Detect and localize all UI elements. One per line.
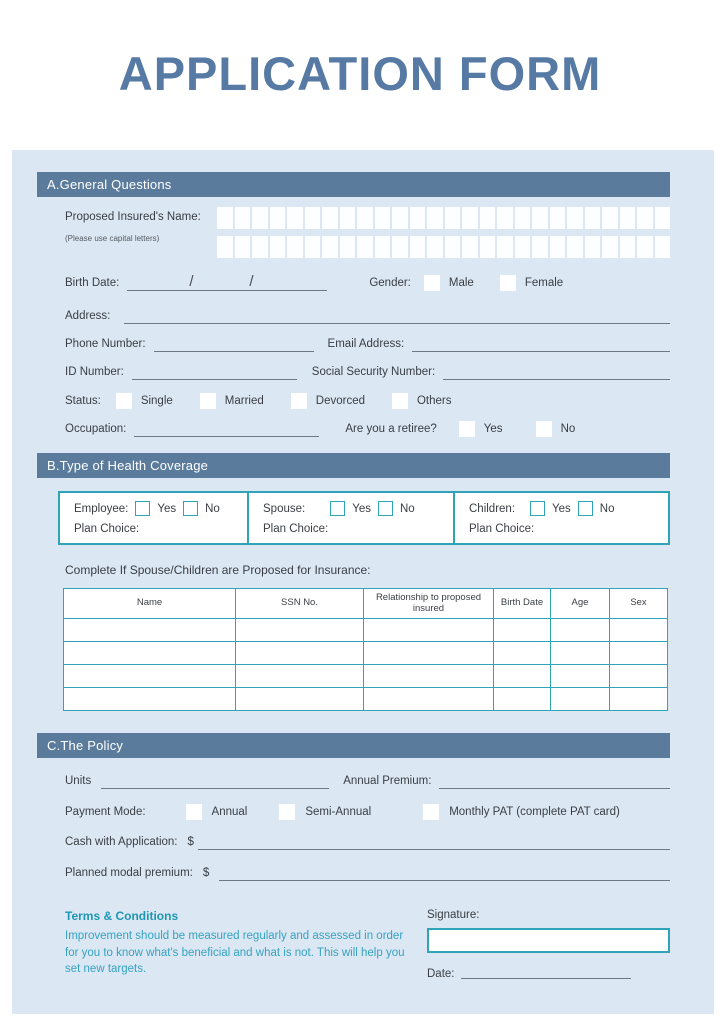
gender-label: Gender:	[369, 277, 411, 289]
name-character-cell[interactable]	[567, 207, 583, 229]
name-character-cell[interactable]	[550, 236, 566, 258]
employee-yes-label: Yes	[157, 502, 177, 515]
dependents-table-cell[interactable]	[64, 642, 236, 665]
name-character-cell[interactable]	[602, 236, 618, 258]
name-character-cell[interactable]	[252, 207, 268, 229]
birth-date-field[interactable]	[127, 273, 327, 291]
name-character-cell[interactable]	[235, 207, 251, 229]
dependents-table-cell[interactable]	[551, 665, 610, 688]
name-character-cell[interactable]	[410, 236, 426, 258]
col-header-sex: Sex	[610, 589, 668, 619]
children-yes-label: Yes	[552, 502, 571, 515]
dependents-table-cell[interactable]	[551, 688, 610, 711]
name-character-cell[interactable]	[445, 236, 461, 258]
status-others-label: Others	[416, 395, 452, 407]
date-label: Date:	[427, 967, 455, 980]
name-character-cell[interactable]	[392, 236, 408, 258]
date-separator-slash: /	[189, 273, 194, 290]
name-character-cell[interactable]	[637, 236, 653, 258]
dependents-table-cell[interactable]	[364, 619, 494, 642]
name-character-cell[interactable]	[322, 236, 338, 258]
coverage-children-column	[453, 493, 668, 543]
name-character-cell[interactable]	[515, 207, 531, 229]
dependents-table	[63, 588, 668, 711]
cash-with-application-label: Cash with Application:	[65, 836, 178, 848]
dependents-table-title: Complete If Spouse/Children are Proposed for Insurance:	[65, 563, 371, 577]
cash-with-application-field[interactable]	[198, 838, 670, 850]
status-single-label: Single	[140, 395, 173, 407]
dependents-table-cell[interactable]	[236, 619, 364, 642]
dependents-table-cell[interactable]	[364, 688, 494, 711]
payment-semi-annual-checkbox[interactable]	[279, 804, 295, 820]
address-field[interactable]	[124, 312, 670, 324]
gender-male-checkbox[interactable]	[424, 275, 440, 291]
name-character-cell[interactable]	[305, 207, 321, 229]
name-character-cell[interactable]	[375, 207, 391, 229]
dependents-table-cell[interactable]	[610, 619, 668, 642]
planned-modal-premium-field[interactable]	[219, 869, 670, 881]
id-number-field[interactable]	[132, 368, 297, 380]
page-title: APPLICATION FORM	[118, 47, 602, 100]
name-character-cell[interactable]	[217, 207, 233, 229]
id-number-label: ID Number:	[65, 366, 124, 378]
dependents-table-row	[64, 619, 668, 642]
dependents-table-cell[interactable]	[494, 619, 551, 642]
dependents-table-row	[64, 642, 668, 665]
name-character-cell[interactable]	[550, 207, 566, 229]
employee-no-label: No	[205, 502, 220, 515]
employee-plan-choice-label: Plan Choice:	[74, 523, 140, 535]
status-single-checkbox[interactable]	[116, 393, 132, 409]
name-character-cell[interactable]	[305, 236, 321, 258]
name-character-cell[interactable]	[217, 236, 233, 258]
date-separator-slash: /	[249, 273, 254, 290]
name-character-cell[interactable]	[392, 207, 408, 229]
name-cells-row-2	[217, 236, 670, 258]
signature-field[interactable]	[427, 928, 670, 953]
gender-female-label: Female	[524, 277, 564, 289]
phone-field[interactable]	[154, 340, 314, 352]
units-label: Units	[65, 775, 92, 787]
dependents-table-cell[interactable]	[610, 665, 668, 688]
dependents-table-cell[interactable]	[494, 665, 551, 688]
name-character-cell[interactable]	[340, 236, 356, 258]
name-character-cell[interactable]	[515, 236, 531, 258]
birth-date-label: Birth Date:	[65, 277, 120, 289]
employee-no-checkbox[interactable]	[183, 501, 198, 516]
name-character-cell[interactable]	[357, 207, 373, 229]
children-no-label: No	[599, 502, 615, 515]
retiree-no-label: No	[560, 423, 576, 435]
retiree-no-checkbox[interactable]	[536, 421, 552, 437]
proposed-name-hint: (Please use capital letters)	[65, 234, 160, 243]
section-b-header: B.Type of Health Coverage	[37, 453, 670, 478]
terms-title: Terms & Conditions	[65, 909, 179, 923]
payment-monthly-pat-checkbox[interactable]	[423, 804, 439, 820]
spouse-yes-label: Yes	[352, 502, 371, 515]
name-character-cell[interactable]	[375, 236, 391, 258]
dependents-table-cell[interactable]	[64, 688, 236, 711]
terms-text: Improvement should be measured regularly and assessed in order for you to know what's beneficial and what is not. This will help you set new targets.	[65, 930, 405, 976]
children-plan-choice-label: Plan Choice:	[469, 523, 535, 535]
status-married-checkbox[interactable]	[200, 393, 216, 409]
planned-currency-symbol: $	[202, 867, 210, 879]
ssn-field[interactable]	[443, 368, 670, 380]
name-character-cell[interactable]	[427, 236, 443, 258]
form-panel	[12, 150, 714, 1014]
status-others-checkbox[interactable]	[392, 393, 408, 409]
name-character-cell[interactable]	[602, 207, 618, 229]
section-a-header: A.General Questions	[37, 172, 670, 197]
name-character-cell[interactable]	[445, 207, 461, 229]
coverage-box	[58, 491, 670, 545]
spouse-no-checkbox[interactable]	[378, 501, 393, 516]
address-label: Address:	[65, 310, 111, 322]
name-character-cell[interactable]	[340, 207, 356, 229]
children-label: Children:	[469, 502, 516, 515]
col-header-name: Name	[64, 589, 236, 619]
phone-label: Phone Number:	[65, 338, 146, 350]
retiree-yes-label: Yes	[483, 423, 503, 435]
name-character-cell[interactable]	[497, 207, 513, 229]
email-field[interactable]	[412, 340, 670, 352]
section-c-header: C.The Policy	[37, 733, 670, 758]
units-field[interactable]	[101, 777, 329, 789]
proposed-name-block	[65, 207, 670, 265]
dependents-table-row	[64, 688, 668, 711]
children-yes-checkbox[interactable]	[530, 501, 545, 516]
name-character-cell[interactable]	[357, 236, 373, 258]
payment-semi-annual-label: Semi-Annual	[305, 806, 372, 818]
dependents-table-cell[interactable]	[610, 688, 668, 711]
name-character-cell[interactable]	[480, 207, 496, 229]
name-cells-row-1	[217, 207, 670, 229]
status-devorced-label: Devorced	[315, 395, 365, 407]
payment-annual-checkbox[interactable]	[186, 804, 202, 820]
gender-male-label: Male	[448, 277, 474, 289]
employee-label: Employee:	[74, 502, 129, 515]
retiree-yes-checkbox[interactable]	[459, 421, 475, 437]
status-married-label: Married	[224, 395, 264, 407]
terms-and-conditions-block	[65, 909, 417, 980]
name-character-cell[interactable]	[322, 207, 338, 229]
name-character-cell[interactable]	[235, 236, 251, 258]
email-label: Email Address:	[327, 338, 405, 350]
spouse-yes-checkbox[interactable]	[330, 501, 345, 516]
dependents-table-cell[interactable]	[551, 642, 610, 665]
cash-currency-symbol: $	[187, 836, 194, 848]
col-header-age: Age	[551, 589, 610, 619]
dependents-table-cell[interactable]	[494, 688, 551, 711]
dependents-table-row	[64, 665, 668, 688]
dependents-table-cell[interactable]	[64, 665, 236, 688]
occupation-field[interactable]	[134, 425, 319, 437]
ssn-label: Social Security Number:	[311, 366, 436, 378]
retiree-question-label: Are you a retiree?	[345, 423, 437, 435]
name-character-cell[interactable]	[567, 236, 583, 258]
dependents-table-cell[interactable]	[364, 642, 494, 665]
name-character-cell[interactable]	[637, 207, 653, 229]
col-header-ssn: SSN No.	[236, 589, 364, 619]
coverage-spouse-column	[247, 493, 453, 543]
name-character-cell[interactable]	[620, 207, 636, 229]
payment-annual-label: Annual	[211, 806, 248, 818]
name-character-cell[interactable]	[462, 236, 478, 258]
dependents-table-cell[interactable]	[64, 619, 236, 642]
col-header-relationship: Relationship to proposed insured	[364, 589, 494, 619]
occupation-label: Occupation:	[65, 423, 127, 435]
dependents-table-cell[interactable]	[610, 642, 668, 665]
name-character-cell[interactable]	[532, 236, 548, 258]
name-character-cell[interactable]	[655, 207, 671, 229]
name-character-cell[interactable]	[410, 207, 426, 229]
gender-female-checkbox[interactable]	[500, 275, 516, 291]
annual-premium-field[interactable]	[439, 777, 670, 789]
children-no-checkbox[interactable]	[578, 501, 593, 516]
dependents-table-cell[interactable]	[364, 665, 494, 688]
coverage-employee-column	[60, 493, 247, 543]
employee-yes-checkbox[interactable]	[135, 501, 150, 516]
date-field[interactable]	[461, 967, 631, 979]
name-character-cell[interactable]	[497, 236, 513, 258]
name-character-cell[interactable]	[585, 207, 601, 229]
name-character-cell[interactable]	[532, 207, 548, 229]
signature-block	[427, 909, 670, 980]
name-character-cell[interactable]	[270, 236, 286, 258]
dependents-table-header-row	[64, 589, 668, 619]
spouse-label: Spouse:	[263, 502, 306, 515]
name-character-cell[interactable]	[287, 236, 303, 258]
signature-label: Signature:	[427, 909, 480, 921]
payment-mode-label: Payment Mode:	[65, 806, 146, 818]
proposed-name-label: Proposed Insured's Name:	[65, 211, 201, 223]
dependents-table-cell[interactable]	[236, 642, 364, 665]
spouse-plan-choice-label: Plan Choice:	[263, 523, 329, 535]
annual-premium-label: Annual Premium:	[343, 775, 432, 787]
status-devorced-checkbox[interactable]	[291, 393, 307, 409]
name-character-cell[interactable]	[585, 236, 601, 258]
status-label: Status:	[65, 395, 101, 407]
name-character-cell[interactable]	[252, 236, 268, 258]
name-character-cell[interactable]	[462, 207, 478, 229]
name-character-cell[interactable]	[427, 207, 443, 229]
name-character-cell[interactable]	[655, 236, 671, 258]
name-character-cell[interactable]	[620, 236, 636, 258]
spouse-no-label: No	[399, 502, 415, 515]
payment-monthly-pat-label: Monthly PAT (complete PAT card)	[449, 806, 620, 818]
name-character-cell[interactable]	[270, 207, 286, 229]
planned-modal-premium-label: Planned modal premium:	[65, 867, 193, 879]
name-character-cell[interactable]	[287, 207, 303, 229]
dependents-table-cell[interactable]	[551, 619, 610, 642]
dependents-table-cell[interactable]	[494, 642, 551, 665]
col-header-birth-date: Birth Date	[494, 589, 551, 619]
dependents-table-cell[interactable]	[236, 665, 364, 688]
name-character-cell[interactable]	[480, 236, 496, 258]
dependents-table-cell[interactable]	[236, 688, 364, 711]
